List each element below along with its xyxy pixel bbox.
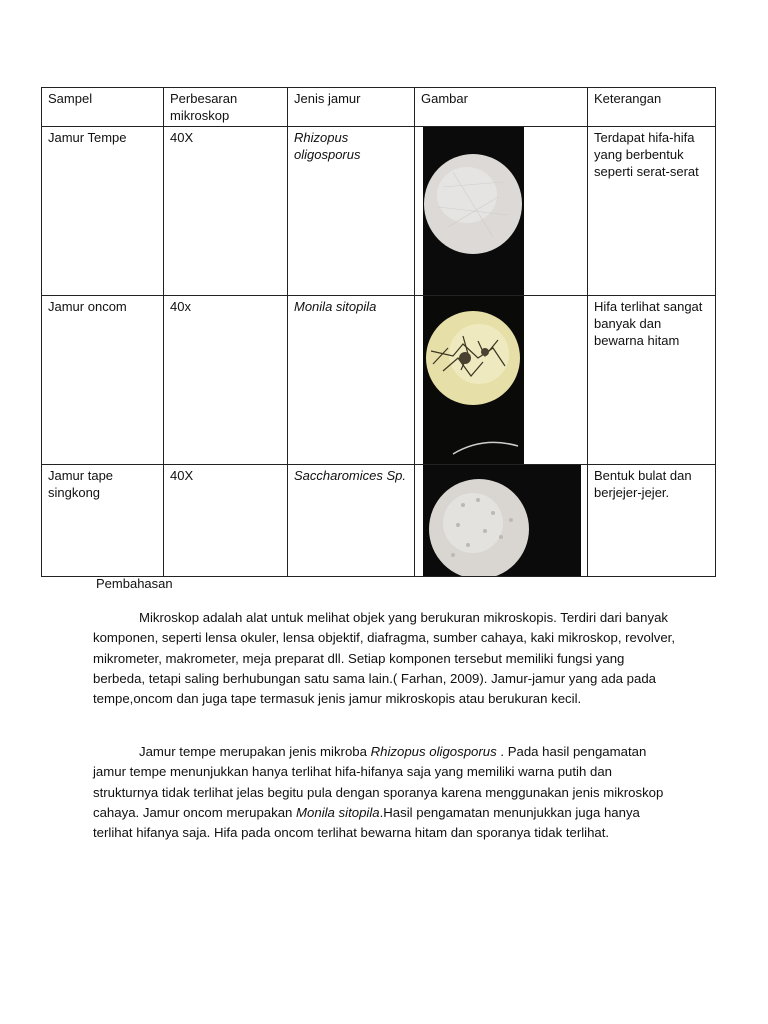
cell-gambar (415, 465, 588, 577)
cell-jenis: Monila sitopila (288, 296, 415, 465)
table-row (42, 465, 716, 577)
observation-table (41, 87, 716, 577)
cell-keterangan: Hifa terlihat sangat banyak dan bewarna hitam (588, 296, 716, 465)
cell-jenis: Rhizopus oligosporus (288, 127, 415, 296)
species-name: Rhizopus oligosporus (370, 744, 497, 759)
microscope-view-dark-hyphae (423, 296, 524, 464)
section-heading: Pembahasan (96, 576, 173, 591)
cell-gambar (415, 296, 588, 465)
paragraph-text: . Pada hasil pengamatan jamur tempe menunjukkan hanya terlihat hifa-hifanya saja yang memiliki warna putih dan strukturnya tidak terlihat jelas begitu pula dengan sporanya karena menggunakan jenis mikroskop cahaya. Jamur oncom merupakan (93, 744, 664, 820)
cell-jenis: Saccharomices Sp. (288, 465, 415, 577)
header-sampel: Sampel (42, 88, 164, 127)
microscope-view-round-cells (423, 465, 581, 576)
paragraph (93, 742, 678, 843)
microscope-view-white-hyphae (423, 127, 524, 295)
header-gambar: Gambar (415, 88, 588, 127)
table-header-row (42, 88, 716, 127)
cell-keterangan: Terdapat hifa-hifa yang berbentuk seperti serat-serat (588, 127, 716, 296)
cell-sampel: Jamur Tempe (42, 127, 164, 296)
paragraph-text: Jamur tempe merupakan jenis mikroba (139, 744, 371, 759)
paragraph-text: .Hasil pengamatan menunjukkan juga hanya terlihat hifanya saja. Hifa pada oncom terlihat bewarna hitam dan sporanya tidak terlihat. (93, 804, 640, 841)
cell-sampel: Jamur oncom (42, 296, 164, 465)
cell-perbesaran: 40X (164, 465, 288, 577)
header-perbesaran: Perbesaran mikroskop (164, 88, 288, 127)
paragraph-text: Mikroskop adalah alat untuk melihat objek yang berukuran mikroskopis. Terdiri dari banyak komponen, seperti lensa okuler, lensa objektif, diafragma, sumber cahaya, kaki mikroskop, revolver, mikrometer, makrometer, meja preparat dll. Setiap komponen tersebut memiliki fungsi yang berbeda, tetapi saling berhubungan satu sama lain.( Farhan, 2009). Jamur-jamur yang ada pada tempe,oncom dan juga tape termasuk jenis jamur mikroskopis atau berukuran kecil. (93, 610, 676, 707)
species-name: Monila sitopila (296, 804, 380, 820)
table-row (42, 127, 716, 296)
cell-perbesaran: 40x (164, 296, 288, 465)
cell-sampel: Jamur tape singkong (42, 465, 164, 577)
cell-keterangan: Bentuk bulat dan berjejer-jejer. (588, 465, 716, 577)
cell-perbesaran: 40X (164, 127, 288, 296)
cell-gambar (415, 127, 588, 296)
table-row (42, 296, 716, 465)
header-jenis-jamur: Jenis jamur (288, 88, 415, 127)
paragraph (93, 608, 678, 709)
header-keterangan: Keterangan (588, 88, 716, 127)
